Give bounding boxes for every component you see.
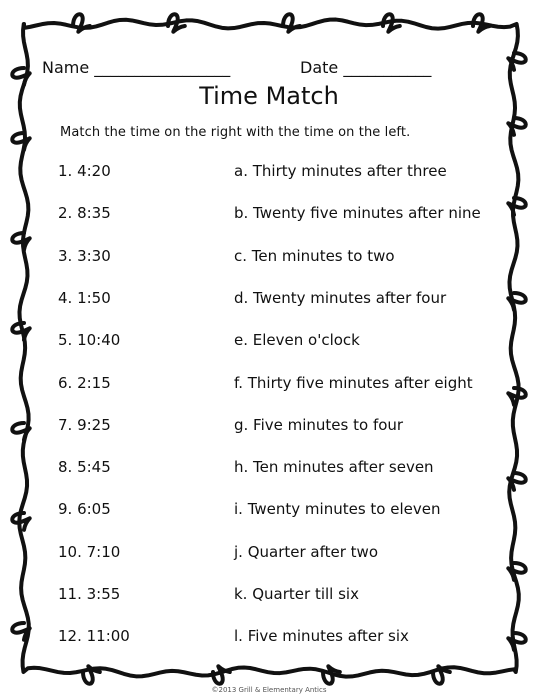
phrase-item: b. Twenty five minutes after nine bbox=[234, 204, 481, 223]
date-field-label: Date ___________ bbox=[300, 58, 432, 77]
time-item: 10. 7:10 bbox=[58, 542, 121, 561]
phrase-item: g. Five minutes to four bbox=[234, 415, 404, 434]
phrase-item: d. Twenty minutes after four bbox=[234, 288, 447, 307]
phrase-item: l. Five minutes after six bbox=[234, 627, 409, 646]
match-row bbox=[0, 458, 538, 482]
time-item: 8. 5:45 bbox=[58, 458, 111, 477]
time-item: 12. 11:00 bbox=[58, 627, 130, 646]
match-row bbox=[0, 627, 538, 651]
match-row bbox=[0, 162, 538, 186]
time-item: 9. 6:05 bbox=[58, 500, 111, 519]
match-row bbox=[0, 543, 538, 567]
page-title: Time Match bbox=[199, 82, 339, 110]
time-item: 1. 4:20 bbox=[58, 162, 111, 180]
match-row bbox=[0, 247, 538, 271]
time-item: 5. 10:40 bbox=[58, 331, 121, 350]
phrase-item: c. Ten minutes to two bbox=[234, 246, 395, 265]
time-item: 6. 2:15 bbox=[58, 373, 111, 392]
match-row bbox=[0, 416, 538, 440]
phrase-item: f. Thirty five minutes after eight bbox=[234, 373, 473, 392]
time-item: 7. 9:25 bbox=[58, 415, 111, 434]
phrase-item: a. Thirty minutes after three bbox=[234, 162, 447, 180]
phrase-item: h. Ten minutes after seven bbox=[234, 458, 434, 477]
match-row bbox=[0, 585, 538, 609]
phrase-item: k. Quarter till six bbox=[234, 585, 359, 603]
time-item: 11. 3:55 bbox=[58, 585, 121, 603]
phrase-item: j. Quarter after two bbox=[234, 542, 379, 561]
match-row bbox=[0, 289, 538, 313]
phrase-item: i. Twenty minutes to eleven bbox=[234, 500, 441, 519]
match-row bbox=[0, 500, 538, 524]
match-row bbox=[0, 331, 538, 355]
time-item: 3. 3:30 bbox=[58, 246, 111, 265]
time-item: 4. 1:50 bbox=[58, 288, 111, 307]
name-field-label: Name _________________ bbox=[42, 58, 231, 77]
match-row bbox=[0, 374, 538, 398]
copyright-footer: ©2013 Grill & Elementary Antics bbox=[211, 686, 327, 694]
instructions: Match the time on the right with the time on the left. bbox=[60, 125, 411, 140]
time-item: 2. 8:35 bbox=[58, 204, 111, 223]
phrase-item: e. Eleven o'clock bbox=[234, 331, 360, 350]
match-row bbox=[0, 204, 538, 228]
